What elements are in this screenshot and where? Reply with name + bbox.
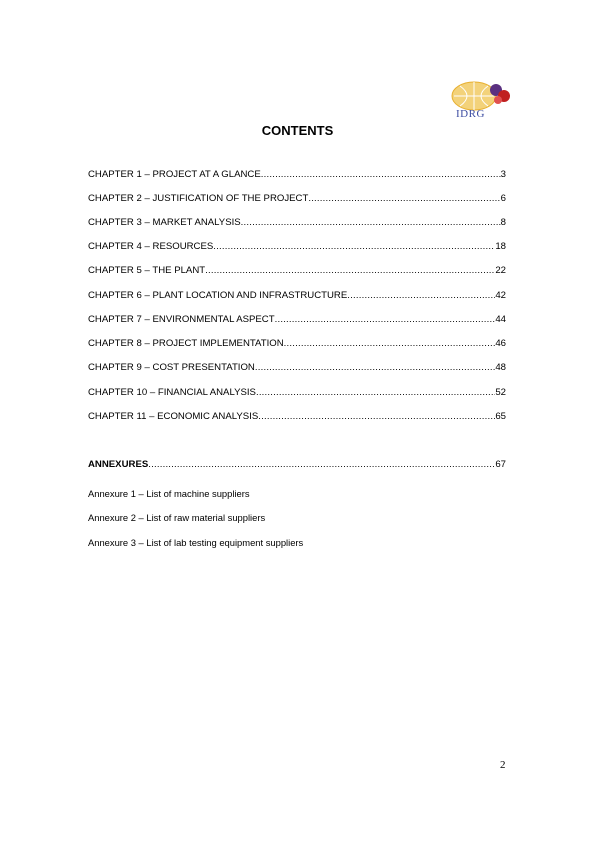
toc-entry[interactable]: CHAPTER 10 – FINANCIAL ANALYSIS ..... 52 <box>88 387 506 401</box>
leader-dots <box>284 338 496 349</box>
annex-item[interactable]: Annexure 1 – List of machine suppliers <box>88 488 250 499</box>
leader-dots <box>256 387 495 398</box>
page-title: CONTENTS <box>261 123 334 138</box>
toc-entry[interactable]: CHAPTER 5 – THE PLANT ..... 22 <box>88 265 506 279</box>
toc-entry[interactable]: CHAPTER 3 – MARKET ANALYSIS ..... 8 <box>88 217 506 231</box>
toc-entry[interactable]: CHAPTER 9 – COST PRESENTATION ..... 48 <box>88 362 506 376</box>
toc-entry[interactable]: CHAPTER 8 – PROJECT IMPLEMENTATION ..... 46 <box>88 338 506 352</box>
logo-text: IDRG <box>456 108 485 120</box>
annex-item[interactable]: Annexure 2 – List of raw material suppliers <box>88 512 266 523</box>
toc-entry[interactable]: CHAPTER 1 – PROJECT AT A GLANCE ..... 3 <box>88 169 506 183</box>
leader-dots <box>241 217 501 228</box>
leader-dots <box>261 169 501 180</box>
toc-annexures[interactable]: ANNEXURES ..... 67 <box>88 459 506 473</box>
toc-entry[interactable]: CHAPTER 7 – ENVIRONMENTAL ASPECT ..... 44 <box>88 314 506 328</box>
toc-entry[interactable]: CHAPTER 6 – PLANT LOCATION AND INFRASTRUCTURE ..... 42 <box>88 290 506 304</box>
toc-entry[interactable]: CHAPTER 2 – JUSTIFICATION OF THE PROJECT ..... 6 <box>88 193 506 207</box>
leader-dots <box>258 411 495 422</box>
toc-entry[interactable]: CHAPTER 11 – ECONOMIC ANALYSIS ..... 65 <box>88 411 506 425</box>
toc-entry[interactable]: CHAPTER 4 – RESOURCES ..... 18 <box>88 241 506 255</box>
leader-dots <box>205 265 495 276</box>
leader-dots <box>255 362 495 373</box>
leader-dots <box>213 241 495 252</box>
leader-dots <box>308 193 500 204</box>
page-number: 2 <box>500 759 506 771</box>
leader-dots <box>148 459 495 470</box>
leader-dots <box>347 290 495 301</box>
leader-dots <box>275 314 496 325</box>
annex-item[interactable]: Annexure 3 – List of lab testing equipment suppliers <box>88 537 304 548</box>
